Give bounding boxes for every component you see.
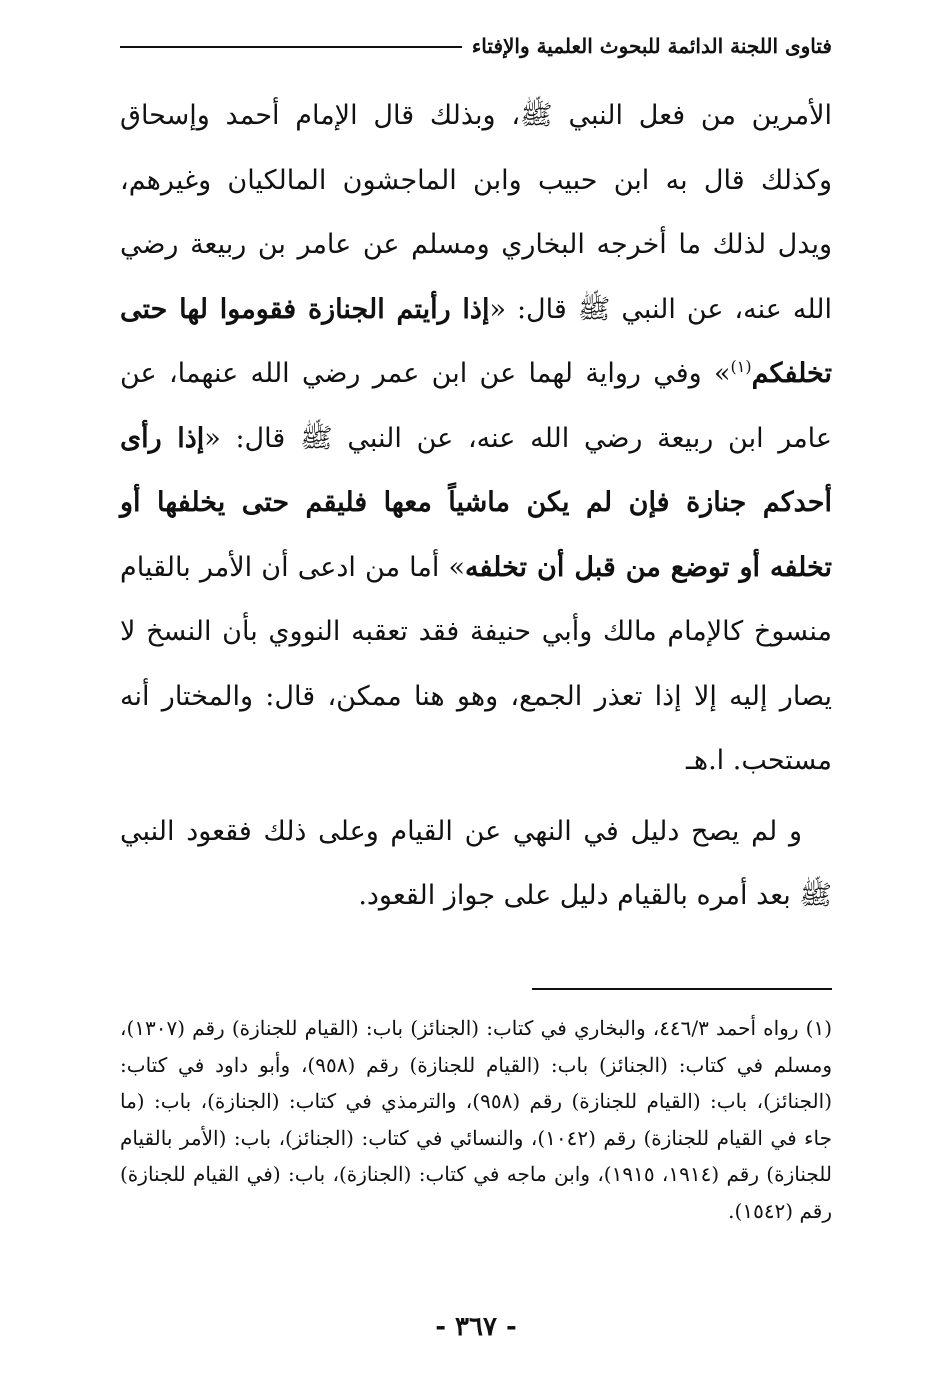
footnote: (١) رواه أحمد ٤٤٦/٣، والبخاري في كتاب: (الجنائز) باب: (القيام للجنازة) رقم (١٣٠٧)، ومسلم في كتاب: (الجنائز) باب: (القيام للجنازة) رقم (٩٥٨)، وأبو داود في كتاب: (الجنائز)، باب: (القيام للجنازة) رقم (٩٥٨)، والترمذي في كتاب: (الجنازة)، باب: (ما جاء في القيام للجنازة) رقم (١٠٤٢)، والنسائي في كتاب: (الجنائز)، باب: (الأمر بالقيام للجنازة) رقم (١٩١٤، ١٩١٥)، وابن ماجه في كتاب: (الجنازة)، باب: (في القيام للجنازة) رقم (١٥٤٢). xyxy=(120,1016,832,1223)
book-page xyxy=(120,0,832,1379)
paragraph-1 xyxy=(120,84,832,794)
hadith-quote-1: إذا رأيتم الجنازة فقوموا لها حتى تخلفكم xyxy=(120,293,832,389)
paragraph-1-part-3: » أما من ادعى أن الأمر بالقيام منسوخ كالإمام مالك وأبي حنيفة فقد تعقبه النووي بأن النسخ لا يصار إليه إلا إذا تعذر الجمع، وهو هنا ممكن، قال: والمختار أنه مستحب. ا.هـ xyxy=(120,551,832,776)
footnote-separator xyxy=(532,988,832,990)
main-text xyxy=(120,84,832,929)
header-title: فتاوى اللجنة الدائمة للبحوث العلمية والإفتاء xyxy=(471,34,832,58)
running-header xyxy=(120,26,832,66)
paragraph-1-part-2: » وفي رواية لهما عن ابن عمر رضي الله عنهما، عن عامر ابن ربيعة رضي الله عنه، عن النبي ﷺ قال: « xyxy=(120,358,832,454)
paragraph-2: و لم يصح دليل في النهي عن القيام وعلى ذلك فقعود النبي ﷺ بعد أمره بالقيام دليل على جواز القعود. xyxy=(120,815,832,911)
footnote-reference[interactable]: (١) xyxy=(730,357,752,376)
header-rule xyxy=(120,46,462,48)
paragraph-1-part-1: الأمرين من فعل النبي ﷺ، وبذلك قال الإمام أحمد وإسحاق وكذلك قال به ابن حبيب وابن الماجشون المالكيان وغيرهم، ويدل لذلك ما أخرجه البخاري ومسلم عن عامر بن ربيعة رضي الله عنه، عن النبي ﷺ قال: « xyxy=(120,100,832,325)
page-number: - ٣٦٧ - xyxy=(435,1312,517,1342)
hadith-quote-2: إذا رأى أحدكم جنازة فإن لم يكن ماشياً معها فليقم حتى يخلفها أو تخلفه أو توضع من قبل أن تخلفه xyxy=(120,422,832,583)
